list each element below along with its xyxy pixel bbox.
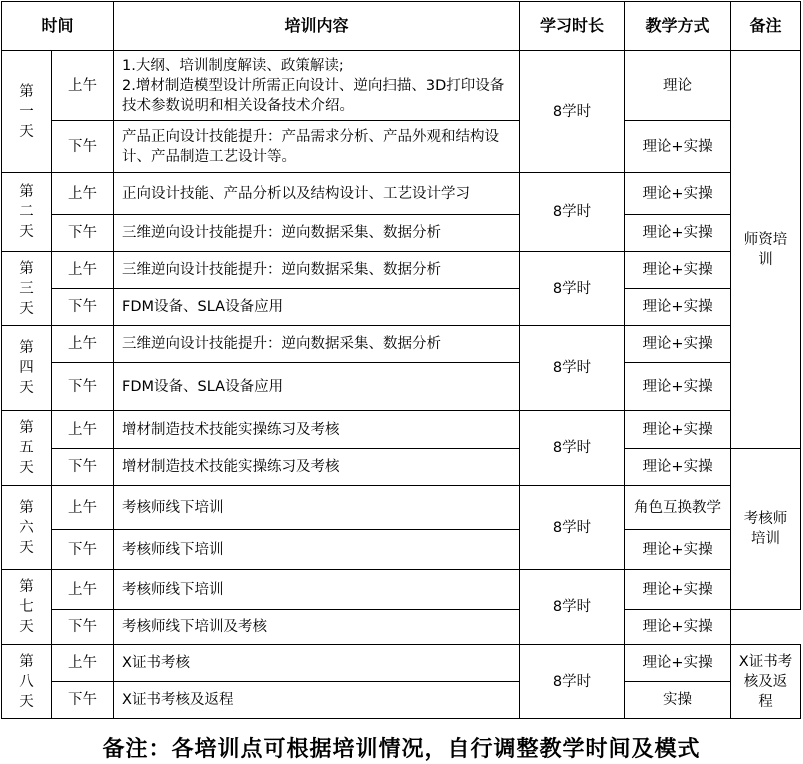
period-am: 上午 — [52, 411, 114, 449]
method-cell: 理论+实操 — [625, 173, 731, 215]
table-row — [2, 411, 801, 449]
table-row — [2, 326, 801, 363]
day-label: 第 五 天 — [2, 411, 52, 486]
content-cell: 考核师线下培训及考核 — [114, 610, 520, 645]
table-row — [2, 486, 801, 530]
day-label: 第 八 天 — [2, 645, 52, 719]
method-cell: 理论 — [625, 51, 731, 121]
hours-cell: 8学时 — [520, 173, 625, 252]
period-am: 上午 — [52, 486, 114, 530]
hours-cell: 8学时 — [520, 411, 625, 486]
method-cell: 理论+实操 — [625, 252, 731, 289]
period-pm: 下午 — [52, 610, 114, 645]
content-cell: 1.大纲、培训制度解读、政策解读; 2.增材制造模型设计所需正向设计、逆向扫描、3D打印设备技术参数说明和相关设备技术介绍。 — [114, 51, 520, 121]
period-pm: 下午 — [52, 121, 114, 173]
method-cell: 理论+实操 — [625, 326, 731, 363]
day-label: 第 三 天 — [2, 252, 52, 326]
period-pm: 下午 — [52, 449, 114, 486]
table-row — [2, 121, 801, 173]
content-cell: 考核师线下培训 — [114, 530, 520, 570]
method-cell: 理论+实操 — [625, 363, 731, 411]
remark-examiner: 考核师培训 — [731, 449, 801, 610]
method-cell: 理论+实操 — [625, 530, 731, 570]
schedule-table — [1, 1, 801, 719]
header-hours: 学习时长 — [520, 2, 625, 51]
period-pm: 下午 — [52, 363, 114, 411]
content-cell: 三维逆向设计技能提升：逆向数据采集、数据分析 — [114, 252, 520, 289]
content-cell: X证书考核 — [114, 645, 520, 682]
content-cell: 产品正向设计技能提升：产品需求分析、产品外观和结构设计、产品制造工艺设计等。 — [114, 121, 520, 173]
method-cell: 角色互换教学 — [625, 486, 731, 530]
day-label: 第 二 天 — [2, 173, 52, 252]
table-row — [2, 51, 801, 121]
table-row — [2, 570, 801, 610]
table-row — [2, 215, 801, 252]
content-cell: 考核师线下培训 — [114, 486, 520, 530]
content-cell: 考核师线下培训 — [114, 570, 520, 610]
header-content: 培训内容 — [114, 2, 520, 51]
header-method: 教学方式 — [625, 2, 731, 51]
period-am: 上午 — [52, 326, 114, 363]
content-cell: 三维逆向设计技能提升：逆向数据采集、数据分析 — [114, 215, 520, 252]
period-am: 上午 — [52, 173, 114, 215]
table-row — [2, 610, 801, 645]
table-row — [2, 449, 801, 486]
period-pm: 下午 — [52, 215, 114, 252]
hours-cell: 8学时 — [520, 51, 625, 173]
table-row — [2, 173, 801, 215]
table-row — [2, 645, 801, 682]
content-cell: 增材制造技术技能实操练习及考核 — [114, 449, 520, 486]
content-cell: FDM设备、SLA设备应用 — [114, 363, 520, 411]
period-am: 上午 — [52, 51, 114, 121]
content-cell: 三维逆向设计技能提升：逆向数据采集、数据分析 — [114, 326, 520, 363]
header-time: 时间 — [2, 2, 114, 51]
day-label: 第 一 天 — [2, 51, 52, 173]
content-cell: 增材制造技术技能实操练习及考核 — [114, 411, 520, 449]
method-cell: 理论+实操 — [625, 570, 731, 610]
method-cell: 理论+实操 — [625, 289, 731, 326]
hours-cell: 8学时 — [520, 486, 625, 570]
hours-cell: 8学时 — [520, 252, 625, 326]
period-pm: 下午 — [52, 530, 114, 570]
period-am: 上午 — [52, 570, 114, 610]
remark-teacher: 师资培训 — [731, 51, 801, 449]
remark-cert: X证书考核及返程 — [731, 645, 801, 719]
method-cell: 理论+实操 — [625, 411, 731, 449]
period-am: 上午 — [52, 252, 114, 289]
header-row — [2, 2, 801, 51]
day-label: 第 七 天 — [2, 570, 52, 645]
method-cell: 理论+实操 — [625, 610, 731, 645]
method-cell: 实操 — [625, 682, 731, 719]
content-cell: X证书考核及返程 — [114, 682, 520, 719]
hours-cell: 8学时 — [520, 570, 625, 645]
table-row — [2, 682, 801, 719]
period-pm: 下午 — [52, 289, 114, 326]
day-label: 第 六 天 — [2, 486, 52, 570]
method-cell: 理论+实操 — [625, 215, 731, 252]
method-cell: 理论+实操 — [625, 645, 731, 682]
footnote: 备注：各培训点可根据培训情况，自行调整教学时间及模式 — [102, 736, 701, 762]
method-cell: 理论+实操 — [625, 449, 731, 486]
period-am: 上午 — [52, 645, 114, 682]
table-row — [2, 363, 801, 411]
day-label: 第 四 天 — [2, 326, 52, 411]
table-row — [2, 252, 801, 289]
content-cell: FDM设备、SLA设备应用 — [114, 289, 520, 326]
table-row — [2, 530, 801, 570]
period-pm: 下午 — [52, 682, 114, 719]
hours-cell: 8学时 — [520, 645, 625, 719]
header-remark: 备注 — [731, 2, 801, 51]
hours-cell: 8学时 — [520, 326, 625, 411]
method-cell: 理论+实操 — [625, 121, 731, 173]
table-row — [2, 289, 801, 326]
content-cell: 正向设计技能、产品分析以及结构设计、工艺设计学习 — [114, 173, 520, 215]
